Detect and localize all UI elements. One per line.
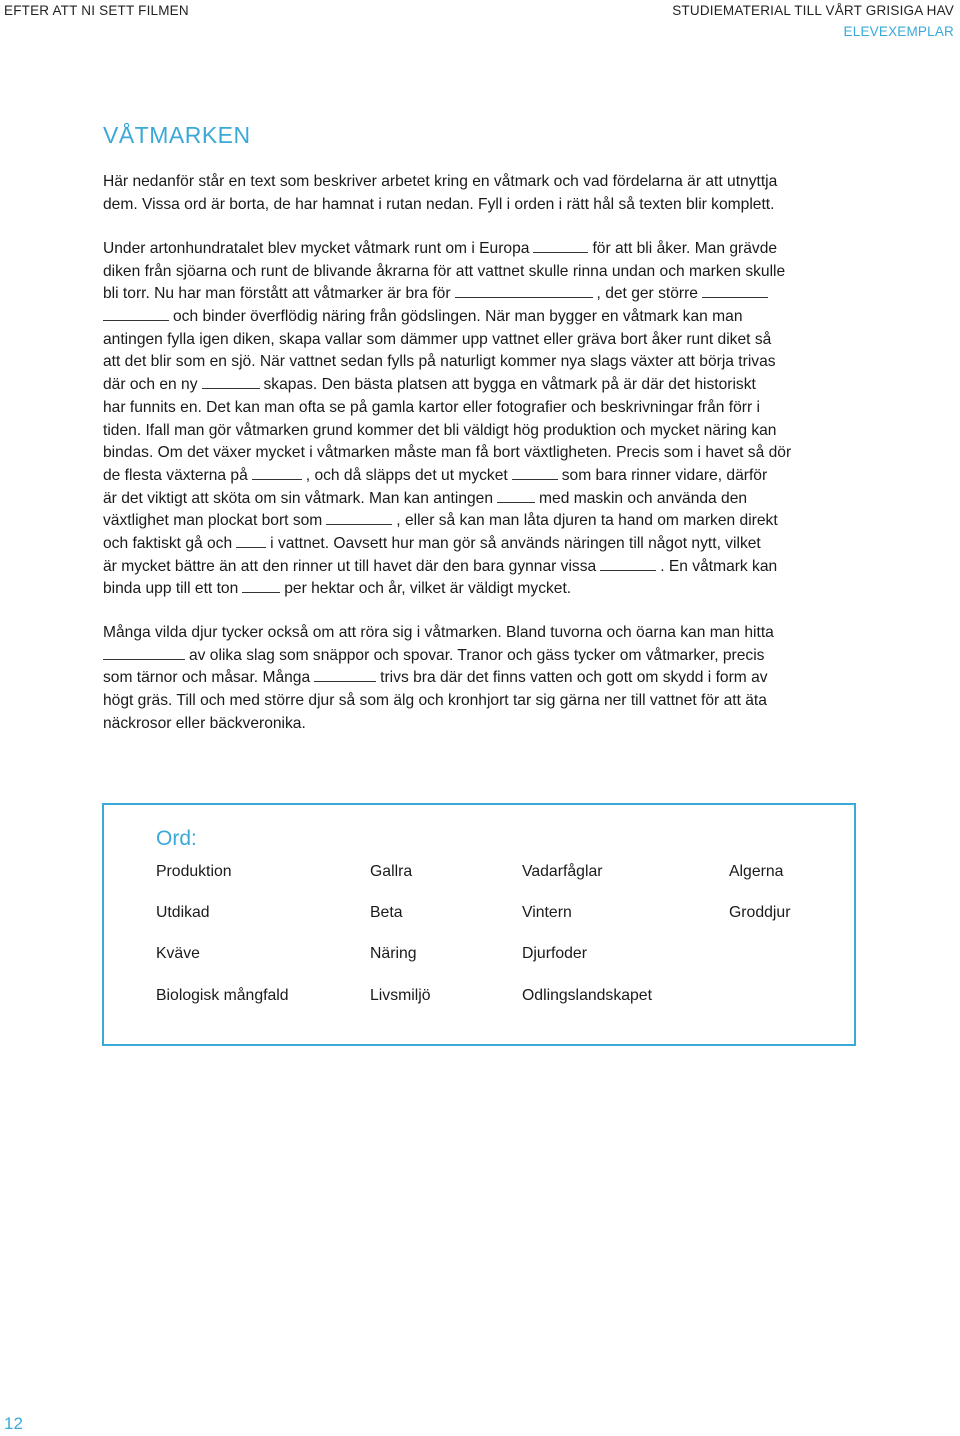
intro-text [103,171,903,216]
text-segment: , det ger större [596,285,698,303]
text-line [103,306,903,329]
intro-line: dem. Vissa ord är borta, de har hamnat i rutan nedan. Fyll i orden i rätt hål så texten blir komplett. [103,195,775,213]
blank-field[interactable] [242,578,280,593]
text-line [103,329,903,352]
text-segment: och binder överflödig näring från gödslingen. När man bygger en våtmark kan man [173,308,743,326]
text-line [103,690,903,713]
blank-field[interactable] [533,238,588,253]
text-line [103,351,903,374]
header-sub: ELEVEXEMPLAR [843,24,954,39]
text-segment: antingen fylla igen diken, skapa vallar som dämmer upp vattnet eller gräva bort åker runt diket så [103,330,772,348]
blank-field[interactable] [314,667,376,682]
text-line [103,556,903,579]
header-left: EFTER ATT NI SETT FILMEN [4,3,189,18]
word-item: Näring [370,945,417,962]
text-segment: näckrosor eller bäckveronika. [103,714,306,732]
text-segment: diken från sjöarna och runt de blivande åkrarna för att vattnet skulle rinna undan och marken skulle [103,262,786,280]
word-item: Djurfoder [522,945,587,962]
word-box [102,803,856,1046]
word-item: Gallra [370,863,413,880]
text-segment: är det viktigt att sköta om sin våtmark. Man kan antingen [103,489,494,507]
text-segment: , eller så kan man låta djuren ta hand om marken direkt [396,512,778,530]
text-line [103,465,903,488]
word-item: Kväve [156,945,200,962]
page-number: 12 [4,1414,23,1433]
intro-line: Här nedanför står en text som beskriver arbetet kring en våtmark och vad fördelarna är att utnyttja [103,173,778,190]
text-segment: Under artonhundratalet blev mycket våtmark runt om i Europa [103,240,530,257]
text-segment: att det blir som en sjö. När vattnet sedan fylls på naturligt kommer nya slags växter att börja trivas [103,353,776,371]
word-item: Utdikad [156,904,210,921]
text-segment: där och en ny [103,376,198,394]
header-right: STUDIEMATERIAL TILL VÅRT GRISIGA HAV [672,3,954,18]
word-item: Produktion [156,863,232,880]
blank-field[interactable] [326,510,392,525]
blank-field[interactable] [455,283,593,298]
blank-field[interactable] [600,556,656,571]
text-line [103,283,903,306]
text-line [103,645,903,668]
text-segment: Många vilda djur tycker också om att röra sig i våtmarken. Bland tuvorna och öarna kan man hitta [103,624,774,641]
blank-field[interactable] [252,465,302,480]
text-line [103,420,903,443]
text-segment: binda upp till ett ton [103,580,239,598]
text-line [103,442,903,465]
paragraph-1 [103,238,903,601]
word-item: Vadarfåglar [522,863,603,880]
text-segment: . En våtmark kan [660,557,778,575]
text-line [103,713,903,736]
word-item: Groddjur [729,904,791,921]
text-line [103,397,903,420]
text-segment: växtlighet man plockat bort som [103,512,323,530]
word-item: Biologisk mångfald [156,987,289,1004]
text-segment: skapas. Den bästa platsen att bygga en våtmark på är där det historiskt [263,376,756,394]
text-line [103,238,903,261]
text-line [103,578,903,601]
text-segment: per hektar och år, vilket är väldigt mycket. [284,580,572,598]
text-segment: för att bli åker. Man grävde [592,240,778,257]
text-segment: bindas. Om det växer mycket i våtmarken måste man få bort växtligheten. Precis som i havet så dör [103,444,792,462]
blank-field[interactable] [236,533,266,548]
text-line [103,374,903,397]
blank-field[interactable] [202,374,260,389]
text-line [103,261,903,284]
text-line [103,622,903,645]
text-line [103,488,903,511]
text-segment: av olika slag som snäppor och spovar. Tranor och gäss tycker om våtmarker, precis [189,646,765,664]
word-item: Odlingslandskapet [522,987,652,1004]
text-segment: , och då släpps det ut mycket [305,466,508,484]
blank-field[interactable] [103,306,169,321]
text-segment: trivs bra där det finns vatten och gott om skydd i form av [380,669,768,687]
text-segment: högt gräs. Till och med större djur så som älg och kronhjort tar sig gärna ner till vattnet för att äta [103,692,767,710]
text-line [103,667,903,690]
blank-field[interactable] [497,488,535,503]
paragraph-2 [103,622,903,735]
page-title: VÅTMARKEN [103,122,251,148]
text-segment: är mycket bättre än att den rinner ut till havet där den bara gynnar vissa [103,557,597,575]
text-segment: tiden. Ifall man gör våtmarken grund kommer det bli väldigt hög produktion och mycket näring kan [103,421,777,439]
text-segment: i vattnet. Oavsett hur man gör så används näringen till något nytt, vilket [270,534,761,552]
text-line [103,510,903,533]
text-segment: har funnits en. Det kan man ofta se på gamla kartor eller fotografier och beskrivningar från förr i [103,398,760,416]
text-segment: med maskin och använda den [539,489,748,507]
word-item: Algerna [729,863,784,880]
word-item: Beta [370,904,403,921]
text-segment: som bara rinner vidare, därför [561,466,768,484]
text-segment: bli torr. Nu har man förstått att våtmarker är bra för [103,285,451,303]
blank-field[interactable] [512,465,558,480]
text-line [103,533,903,556]
text-segment: de flesta växterna på [103,466,248,484]
text-segment: och faktiskt gå och [103,534,233,552]
text-segment: som tärnor och måsar. Många [103,669,311,687]
blank-field[interactable] [103,645,185,660]
word-item: Vintern [522,904,572,921]
word-box-title: Ord: [156,827,197,850]
word-item: Livsmiljö [370,987,431,1004]
blank-field[interactable] [702,283,768,298]
